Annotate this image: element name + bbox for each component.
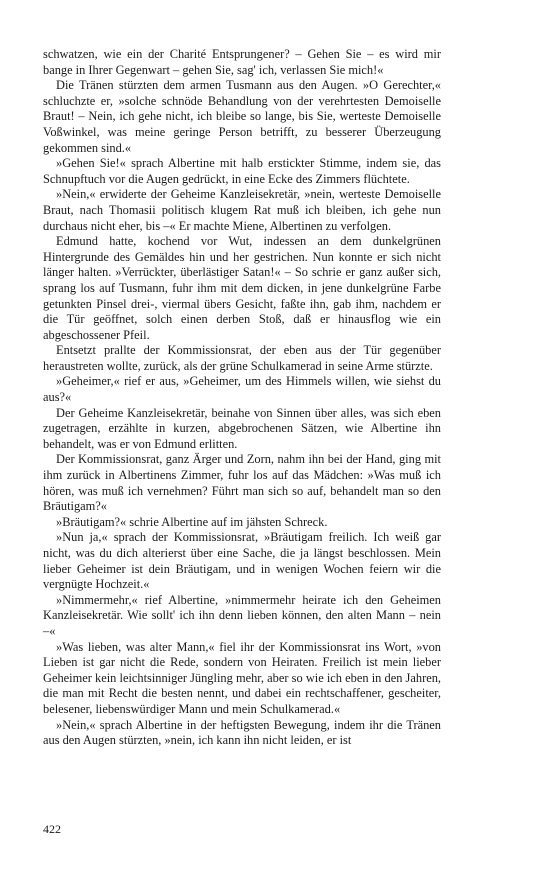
paragraph: »Gehen Sie!« sprach Albertine mit halb erstickter Stimme, indem sie, das Schnupftuch vor die Augen gedrückt, in eine Ecke des Zimmers flüchtete.: [43, 156, 441, 186]
paragraph: »Nein,« erwiderte der Geheime Kanzleisekretär, »nein, werteste Demoiselle Braut, nach Thomasii politisch klugem Rat muß ich bleiben, ich gehe nun durchaus nicht eher, bis –« Er machte Miene, Albertinen zu verfolgen.: [43, 187, 441, 233]
paragraph: »Bräutigam?« schrie Albertine auf im jähsten Schreck.: [56, 514, 328, 529]
paragraph: Der Geheime Kanzleisekretär, beinahe von Sinnen über alles, was sich eben zugetragen, erzählte in kurzen, abgebrochenen Sätzen, wie Albertine ihn behandelt, was er von Edmund erlitten.: [43, 405, 441, 451]
paragraph: »Nein,« sprach Albertine in der heftigsten Bewegung, indem ihr die Tränen aus den Augen stürzten, »nein, ich kann ihn nicht leiden, er ist: [43, 717, 441, 748]
paragraph: »Was lieben, was alter Mann,« fiel ihr der Kommissionsrat ins Wort, »von Lieben ist gar nicht die Rede, sondern von Heiraten. Freilich ist mein lieber Geheimer kein leichtsinniger Jüngling mehr, aber so wie ich eben in den Jahren, die man mit Recht die besten nennt, und dabei ein rechtschaffener, gescheiter, belesener, liebenswürdiger Mann und mein Schulkamerad.«: [43, 639, 441, 716]
paragraph: Die Tränen stürzten dem armen Tusmann aus den Augen. »O Gerechter,« schluchzte er, »solche schnöde Behandlung von der verehrtesten Demoiselle Braut! – Nein, ich gehe nicht, ich bleibe so lange, bis Sie, werteste Demoiselle Voßwinkel, was meine geringe Person betrifft, zu besserer Überzeugung gekommen sind.«: [43, 78, 441, 155]
paragraph: Der Kommissionsrat, ganz Ärger und Zorn, nahm ihn bei der Hand, ging mit ihm zurück in Albertinens Zimmer, fuhr los auf das Mädchen: »Was muß ich hören, was muß ich vernehmen? Führt man sich so auf, behandelt man so den Bräutigam?«: [43, 452, 441, 514]
page-number: 422: [43, 822, 61, 836]
paragraph: Entsetzt prallte der Kommissionsrat, der eben aus der Tür gegenüber heraustreten wollte, zurück, als der grüne Schulkamerad in seine Arme stürzte.: [43, 343, 441, 373]
paragraph: »Nimmermehr,« rief Albertine, »nimmermehr heirate ich den Geheimen Kanzleisekretär. Wie sollt' ich ihn denn lieben können, den alten Mann – nein –«: [43, 592, 441, 638]
page-text-block: [43, 47, 441, 749]
paragraph: Edmund hatte, kochend vor Wut, indessen an dem dunkelgrünen Hintergrunde des Gemäldes hin und her gestrichen. Nun konnte er sich nicht länger halten. »Verrückter, überlästiger Satan!« – So schrie er ganz außer sich, sprang los auf Tusmann, fuhr ihm mit dem dicken, in jene dunkelgrüne Farbe getunkten Pinsel drei-, viermal übers Gesicht, faßte ihn, gab ihm, nachdem er die Tür geöffnet, solch einen derben Stoß, daß er hinausflog wie ein abgeschossener Pfeil.: [43, 234, 441, 342]
paragraph: »Geheimer,« rief er aus, »Geheimer, um des Himmels willen, wie siehst du aus?«: [43, 374, 441, 405]
paragraph-continuation: schwatzen, wie ein der Charité Entsprungener? – Gehen Sie – es wird mir bange in Ihrer Gegenwart – gehen Sie, sag' ich, verlassen Sie mich!«: [43, 47, 441, 77]
paragraph: »Nun ja,« sprach der Kommissionsrat, »Bräutigam freilich. Ich weiß gar nicht, was du dich alterierst über eine Sache, die ja längst beschlossen. Mein lieber Geheimer ist dein Bräutigam, und in wenigen Wochen feiern wir die vergnügte Hochzeit.«: [43, 530, 441, 592]
